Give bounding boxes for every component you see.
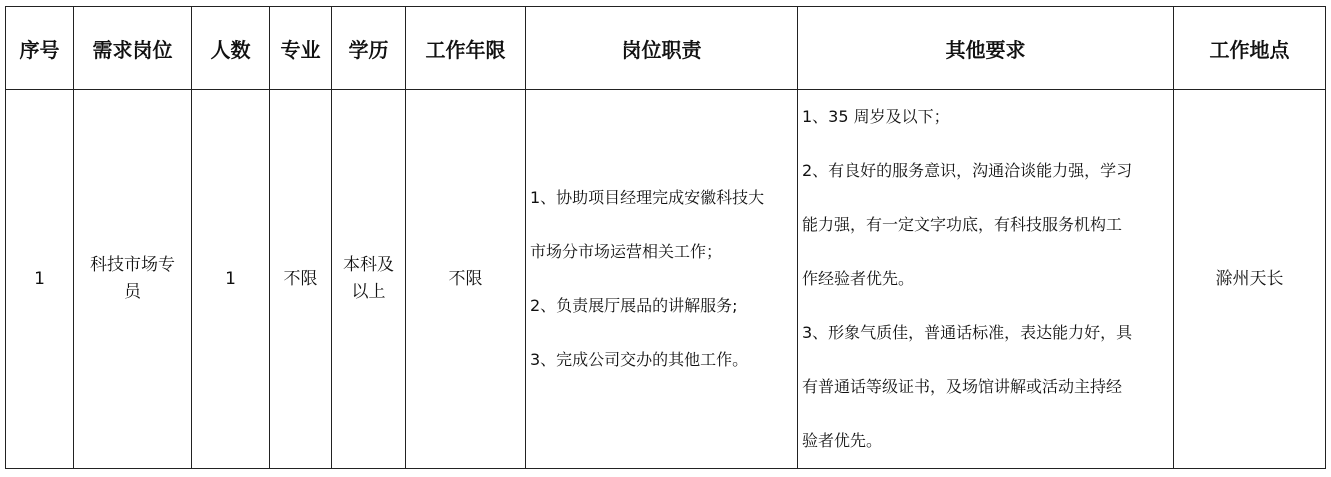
requirement-line: 3、形象气质佳，普通话标准，表达能力好，具 bbox=[802, 323, 1133, 342]
education-text bbox=[343, 252, 394, 306]
education-line: 本科及 bbox=[343, 255, 394, 275]
cell-location: 滁州天长 bbox=[1174, 90, 1326, 469]
header-years: 工作年限 bbox=[406, 7, 526, 90]
requirement-line: 验者优先。 bbox=[802, 431, 883, 450]
requirement-line: 2、有良好的服务意识，沟通洽谈能力强，学习 bbox=[802, 161, 1133, 180]
duty-line: 3、完成公司交办的其他工作。 bbox=[530, 350, 749, 369]
cell-education bbox=[332, 90, 406, 469]
header-location: 工作地点 bbox=[1174, 7, 1326, 90]
duty-line: 市场分市场运营相关工作； bbox=[530, 242, 723, 261]
header-position: 需求岗位 bbox=[74, 7, 192, 90]
header-education: 学历 bbox=[332, 7, 406, 90]
cell-count: 1 bbox=[192, 90, 270, 469]
duty-line: 2、负责展厅展品的讲解服务; bbox=[530, 296, 738, 315]
job-requirements-table bbox=[5, 6, 1326, 469]
requirement-line: 1、35 周岁及以下； bbox=[802, 107, 950, 126]
cell-other bbox=[798, 90, 1174, 469]
header-other: 其他要求 bbox=[798, 7, 1174, 90]
requirement-line: 能力强，有一定文字功底，有科技服务机构工 bbox=[802, 215, 1123, 234]
position-line: 员 bbox=[124, 282, 141, 302]
cell-major: 不限 bbox=[270, 90, 332, 469]
cell-duties bbox=[526, 90, 798, 469]
requirement-line: 作经验者优先。 bbox=[802, 269, 915, 288]
header-count: 人数 bbox=[192, 7, 270, 90]
education-line: 以上 bbox=[351, 282, 386, 302]
cell-position bbox=[74, 90, 192, 469]
header-major: 专业 bbox=[270, 7, 332, 90]
requirement-line: 有普通话等级证书，及场馆讲解或活动主持经 bbox=[802, 377, 1123, 396]
header-seq: 序号 bbox=[6, 7, 74, 90]
header-row bbox=[6, 7, 1326, 90]
table-row bbox=[6, 90, 1326, 469]
cell-years: 不限 bbox=[406, 90, 526, 469]
duty-line: 1、协助项目经理完成安徽科技大 bbox=[530, 188, 765, 207]
position-line: 科技市场专 bbox=[90, 255, 175, 275]
position-text bbox=[90, 252, 175, 306]
header-duties: 岗位职责 bbox=[526, 7, 798, 90]
cell-seq: 1 bbox=[6, 90, 74, 469]
